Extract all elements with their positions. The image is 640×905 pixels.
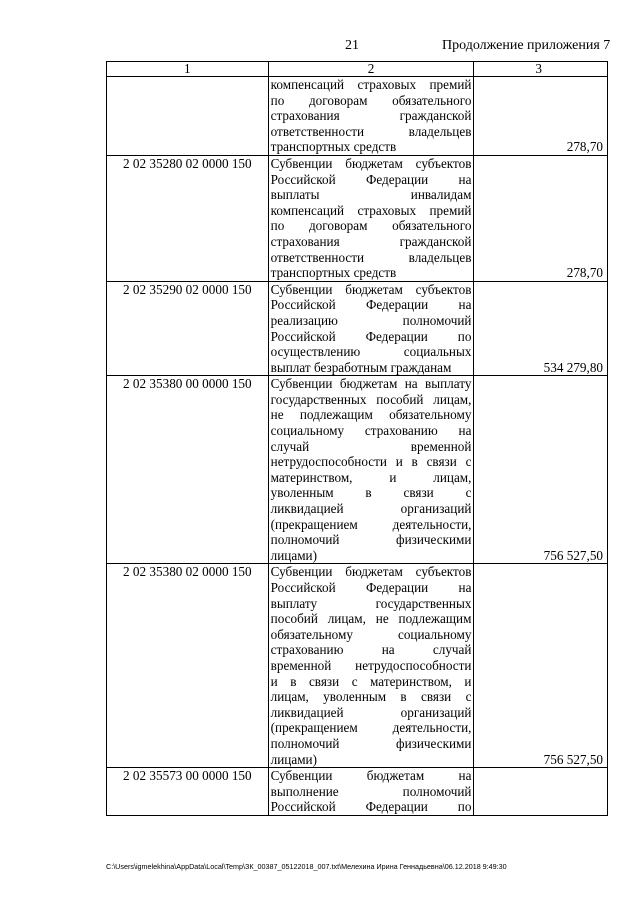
row-code: 2 02 35280 02 0000 150 — [107, 155, 269, 281]
row-code: 2 02 35380 00 0000 150 — [107, 376, 269, 564]
description-line: ответственности владельцев — [270, 123, 472, 139]
row-amount: 534 279,80 — [474, 281, 608, 376]
description-line: (прекращением деятельности, — [270, 516, 472, 532]
description-line: полномочий физическими — [270, 735, 472, 751]
row-description — [268, 155, 474, 281]
table-row — [107, 376, 608, 564]
description-last-line: транспортных средств — [270, 265, 397, 281]
row-description — [268, 77, 474, 156]
description-line: социальному страхованию на — [270, 423, 472, 439]
row-description — [268, 376, 474, 564]
description-line: Российской Федерации на — [270, 297, 472, 313]
description-line: Субвенции бюджетам субъектов — [270, 281, 472, 297]
row-code: 2 02 35573 00 0000 150 — [107, 768, 269, 816]
description-line: страхованию на случай — [270, 642, 472, 658]
description-line: не подлежащим обязательному — [270, 407, 472, 423]
description-line: компенсаций страховых премий — [270, 77, 472, 92]
description-line: (прекращением деятельности, — [270, 720, 472, 736]
description-line: выполнение полномочий — [270, 783, 472, 799]
description-line: осуществлению социальных — [270, 344, 472, 360]
row-description — [268, 564, 474, 768]
continuation-label: Продолжение приложения 7 — [442, 38, 611, 53]
description-line: нетрудоспособности и в связи с — [270, 454, 472, 470]
description-line: случай временной — [270, 438, 472, 454]
description-line: государственных пособий лицам, — [270, 391, 472, 407]
description-line: выплату государственных — [270, 595, 472, 611]
row-description — [268, 768, 474, 816]
table-row — [107, 281, 608, 376]
row-amount: 756 527,50 — [474, 564, 608, 768]
description-last-line: выплат безработным гражданам — [270, 359, 452, 375]
description-line: ликвидацией организаций — [270, 501, 472, 517]
table-row — [107, 77, 608, 156]
table-row — [107, 768, 608, 816]
table-row — [107, 155, 608, 281]
row-amount: 278,70 — [474, 155, 608, 281]
description-line: реализацию полномочий — [270, 312, 472, 328]
description-line: уволенным в связи с — [270, 485, 472, 501]
description-line: ответственности владельцев — [270, 249, 472, 265]
description-line: страхования гражданской — [270, 108, 472, 124]
description-last-line: лицами) — [270, 751, 317, 767]
description-line: Российской Федерации на — [270, 171, 472, 187]
description-line: страхования гражданской — [270, 233, 472, 249]
description-line: материнством, и лицам, — [270, 469, 472, 485]
description-line: Российской Федерации по — [270, 799, 472, 815]
description-line: Российской Федерации на — [270, 580, 472, 595]
description-last-line: лицами) — [270, 547, 317, 563]
column-header-2: 2 — [268, 62, 474, 77]
column-header-1: 1 — [107, 62, 269, 77]
row-code — [107, 77, 269, 156]
description-last-line: транспортных средств — [270, 139, 397, 155]
row-code: 2 02 35290 02 0000 150 — [107, 281, 269, 376]
description-line: пособий лицам, не подлежащим — [270, 611, 472, 627]
description-line: лицам, уволенным в связи с — [270, 689, 472, 705]
description-line: временной нетрудоспособности — [270, 657, 472, 673]
description-line: Субвенции бюджетам субъектов — [270, 155, 472, 171]
column-number-row — [107, 62, 608, 77]
row-amount: 278,70 — [474, 77, 608, 156]
description-line: полномочий физическими — [270, 532, 472, 548]
description-line: выплаты инвалидам — [270, 187, 472, 203]
description-line: Субвенции бюджетам на выплату — [270, 376, 472, 392]
description-line: и в связи с материнством, и — [270, 673, 472, 689]
description-line: Субвенции бюджетам субъектов — [270, 564, 472, 580]
description-line: по договорам обязательного — [270, 218, 472, 234]
description-line: Российской Федерации по — [270, 328, 472, 344]
description-line: по договорам обязательного — [270, 92, 472, 108]
budget-table — [106, 61, 608, 816]
file-path-footer: C:\Users\igmelekhina\AppData\Local\Temp\ЗК_00387_05122018_007.txt\Мелехина Ирина Геннадьевна\06.12.2018 9:49:30 — [106, 862, 507, 871]
table-row — [107, 564, 608, 768]
description-line: обязательному социальному — [270, 626, 472, 642]
row-amount: 756 527,50 — [474, 376, 608, 564]
description-line: ликвидацией организаций — [270, 704, 472, 720]
page-number: 21 — [345, 38, 359, 53]
description-line: компенсаций страховых премий — [270, 202, 472, 218]
description-line: Субвенции бюджетам на — [270, 768, 472, 784]
row-description — [268, 281, 474, 376]
column-header-3: 3 — [474, 62, 608, 77]
row-amount — [474, 768, 608, 816]
row-code: 2 02 35380 02 0000 150 — [107, 564, 269, 768]
